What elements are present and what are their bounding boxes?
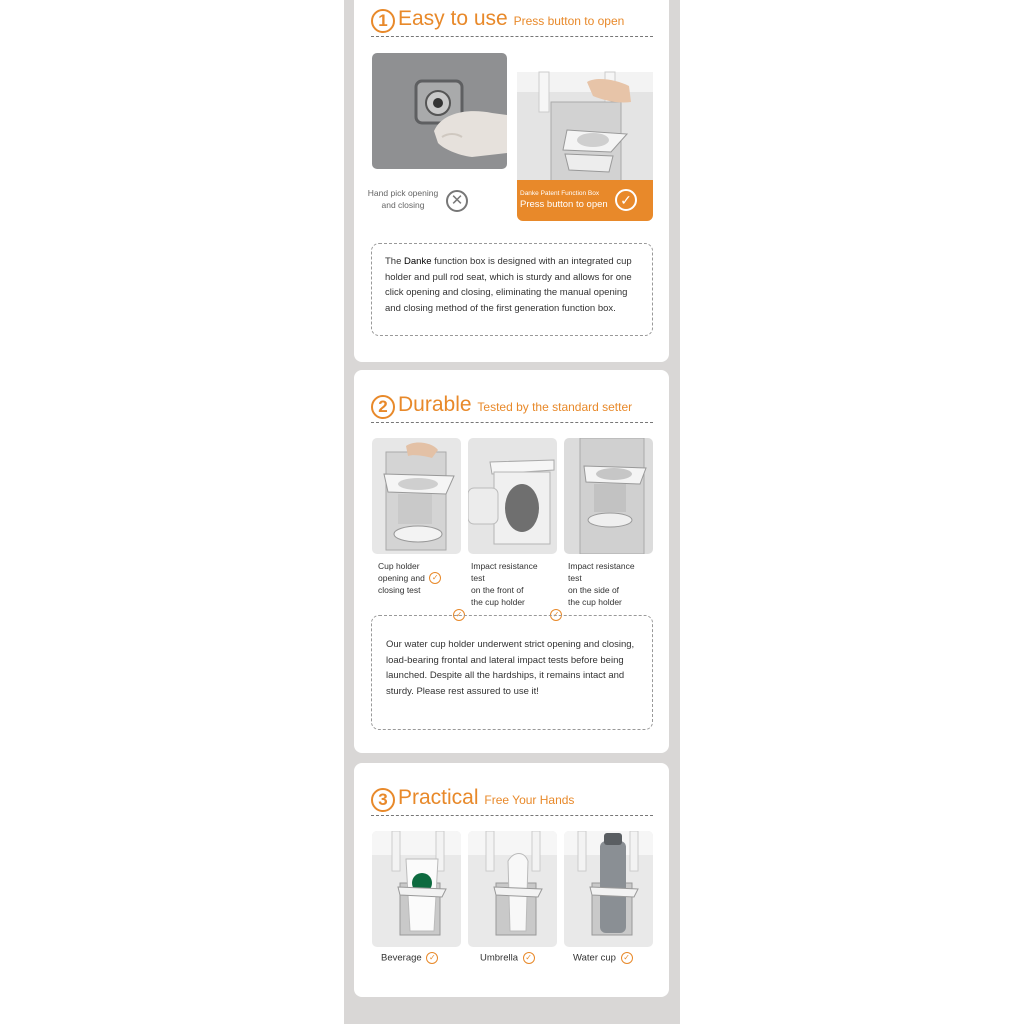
caption-text: Cup holder opening and closing test [378, 561, 425, 595]
caption-text: Water cup [573, 952, 616, 964]
caption-text: Umbrella [480, 952, 519, 964]
use-photo-umbrella [468, 831, 557, 947]
section-subtitle: Free Your Hands [484, 793, 575, 807]
section-number: 1 [371, 9, 395, 33]
check-circle-icon: ✓ [453, 609, 465, 621]
section-practical [354, 763, 669, 997]
check-circle-icon: ✓ [429, 572, 441, 584]
section-heading [371, 785, 653, 816]
check-circle-icon: ✓ [426, 952, 438, 964]
use-caption-umbrella [480, 952, 535, 965]
section-title-line [398, 785, 574, 813]
use-photo-water-cup [564, 831, 653, 947]
check-circle-icon: ✓ [523, 952, 535, 964]
patent-caption-small: Danke Patent Function Box [520, 190, 600, 197]
check-circle-icon: ✓ [621, 952, 633, 964]
test-caption-3 [552, 560, 647, 621]
section-subtitle: Press button to open [513, 14, 625, 28]
hand-pick-caption: Hand pick opening and closing [367, 188, 439, 210]
test-photo-side [564, 438, 653, 554]
test-caption-1 [378, 560, 441, 596]
brand-name: Danke [404, 256, 432, 267]
section-subtitle: Tested by the standard setter [477, 400, 633, 414]
section-number: 3 [371, 788, 395, 812]
section-title: Durable [398, 393, 472, 416]
patent-caption: Press button to open [520, 199, 608, 210]
check-circle-icon: ✓ [615, 189, 637, 211]
section-heading [371, 6, 653, 37]
test-photo-front [468, 438, 557, 554]
desc-prefix: The [385, 256, 405, 267]
section-title: Easy to use [398, 7, 508, 30]
use-caption-water-cup [573, 952, 633, 965]
section-title-line [398, 392, 632, 420]
section-title: Practical [398, 786, 479, 809]
description-box [371, 243, 653, 336]
section-easy-to-use [354, 0, 669, 362]
x-circle-icon: ✕ [446, 190, 468, 212]
section-title-line [398, 6, 624, 34]
caption-text: Beverage [381, 952, 422, 964]
description-box: Our water cup holder underwent strict opening and closing, load-bearing frontal and lateral impact tests before being launched. Despite all the hardships, it remains intact and sturdy. Please rest assured to use it! [371, 615, 653, 730]
hand-pick-photo [372, 53, 507, 169]
desc-text: function box is designed with an integrated cup holder and pull rod seat, which is sturdy and allows for one click opening and closing, eliminating the manual opening and closing method of the first generation function box. [385, 256, 632, 314]
use-caption-beverage [381, 952, 438, 965]
check-circle-icon: ✓ [550, 609, 562, 621]
caption-text: Impact resistance test on the front of the cup holder [471, 561, 538, 607]
test-photo-opening [372, 438, 461, 554]
use-photo-beverage [372, 831, 461, 947]
section-number: 2 [371, 395, 395, 419]
caption-text: Impact resistance test on the side of the cup holder [568, 561, 635, 607]
section-durable [354, 370, 669, 753]
patent-function-box-label [517, 180, 653, 221]
section-heading [371, 392, 653, 423]
test-caption-2 [455, 560, 550, 621]
